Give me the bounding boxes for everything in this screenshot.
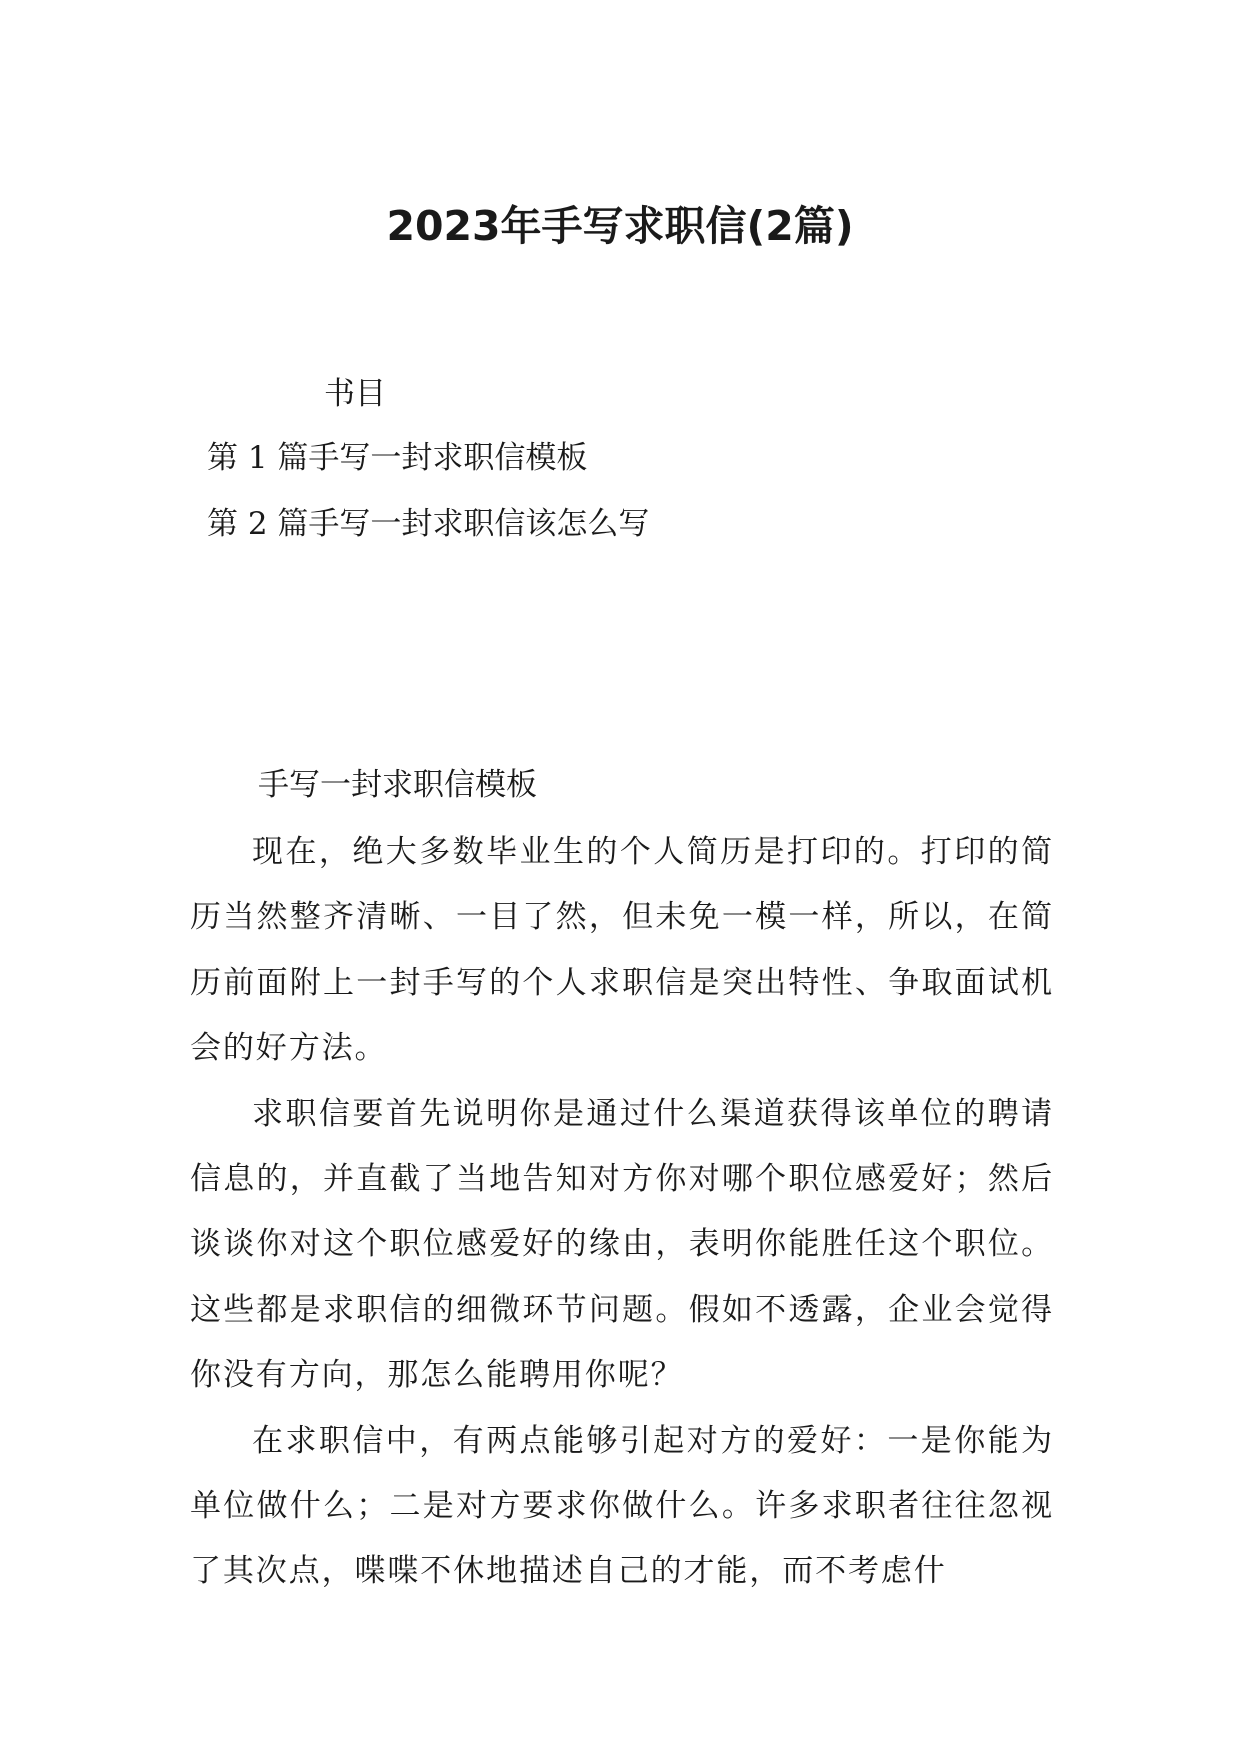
- document-title: 2023年手写求职信(2篇): [386, 202, 854, 250]
- toc-heading: 书目: [324, 376, 386, 412]
- paragraph-1: 现在，绝大多数毕业生的个人简历是打印的。打印的简历当然整齐清晰、一目了然，但未免一模一样，所以，在简历前面附上一封手写的个人求职信是突出特性、争取面试机会的好方法。: [190, 834, 1054, 1067]
- toc-item-2: 第 2 篇手写一封求职信该怎么写: [207, 506, 650, 542]
- section-heading: 手写一封求职信模板: [258, 767, 537, 803]
- section-body: [190, 820, 1054, 1605]
- paragraph-2: 求职信要首先说明你是通过什么渠道获得该单位的聘请信息的，并直截了当地告知对方你对哪个职位感爱好；然后谈谈你对这个职位感爱好的缘由，表明你能胜任这个职位。这些都是求职信的细微环节问题。假如不透露，企业会觉得你没有方向，那怎么能聘用你呢？: [190, 1095, 1054, 1394]
- paragraph-3: 在求职信中，有两点能够引起对方的爱好：一是你能为单位做什么；二是对方要求你做什么。许多求职者往往忽视了其次点，喋喋不休地描述自己的才能，而不考虑什: [190, 1422, 1054, 1590]
- toc-item-1: 第 1 篇手写一封求职信模板: [207, 440, 588, 476]
